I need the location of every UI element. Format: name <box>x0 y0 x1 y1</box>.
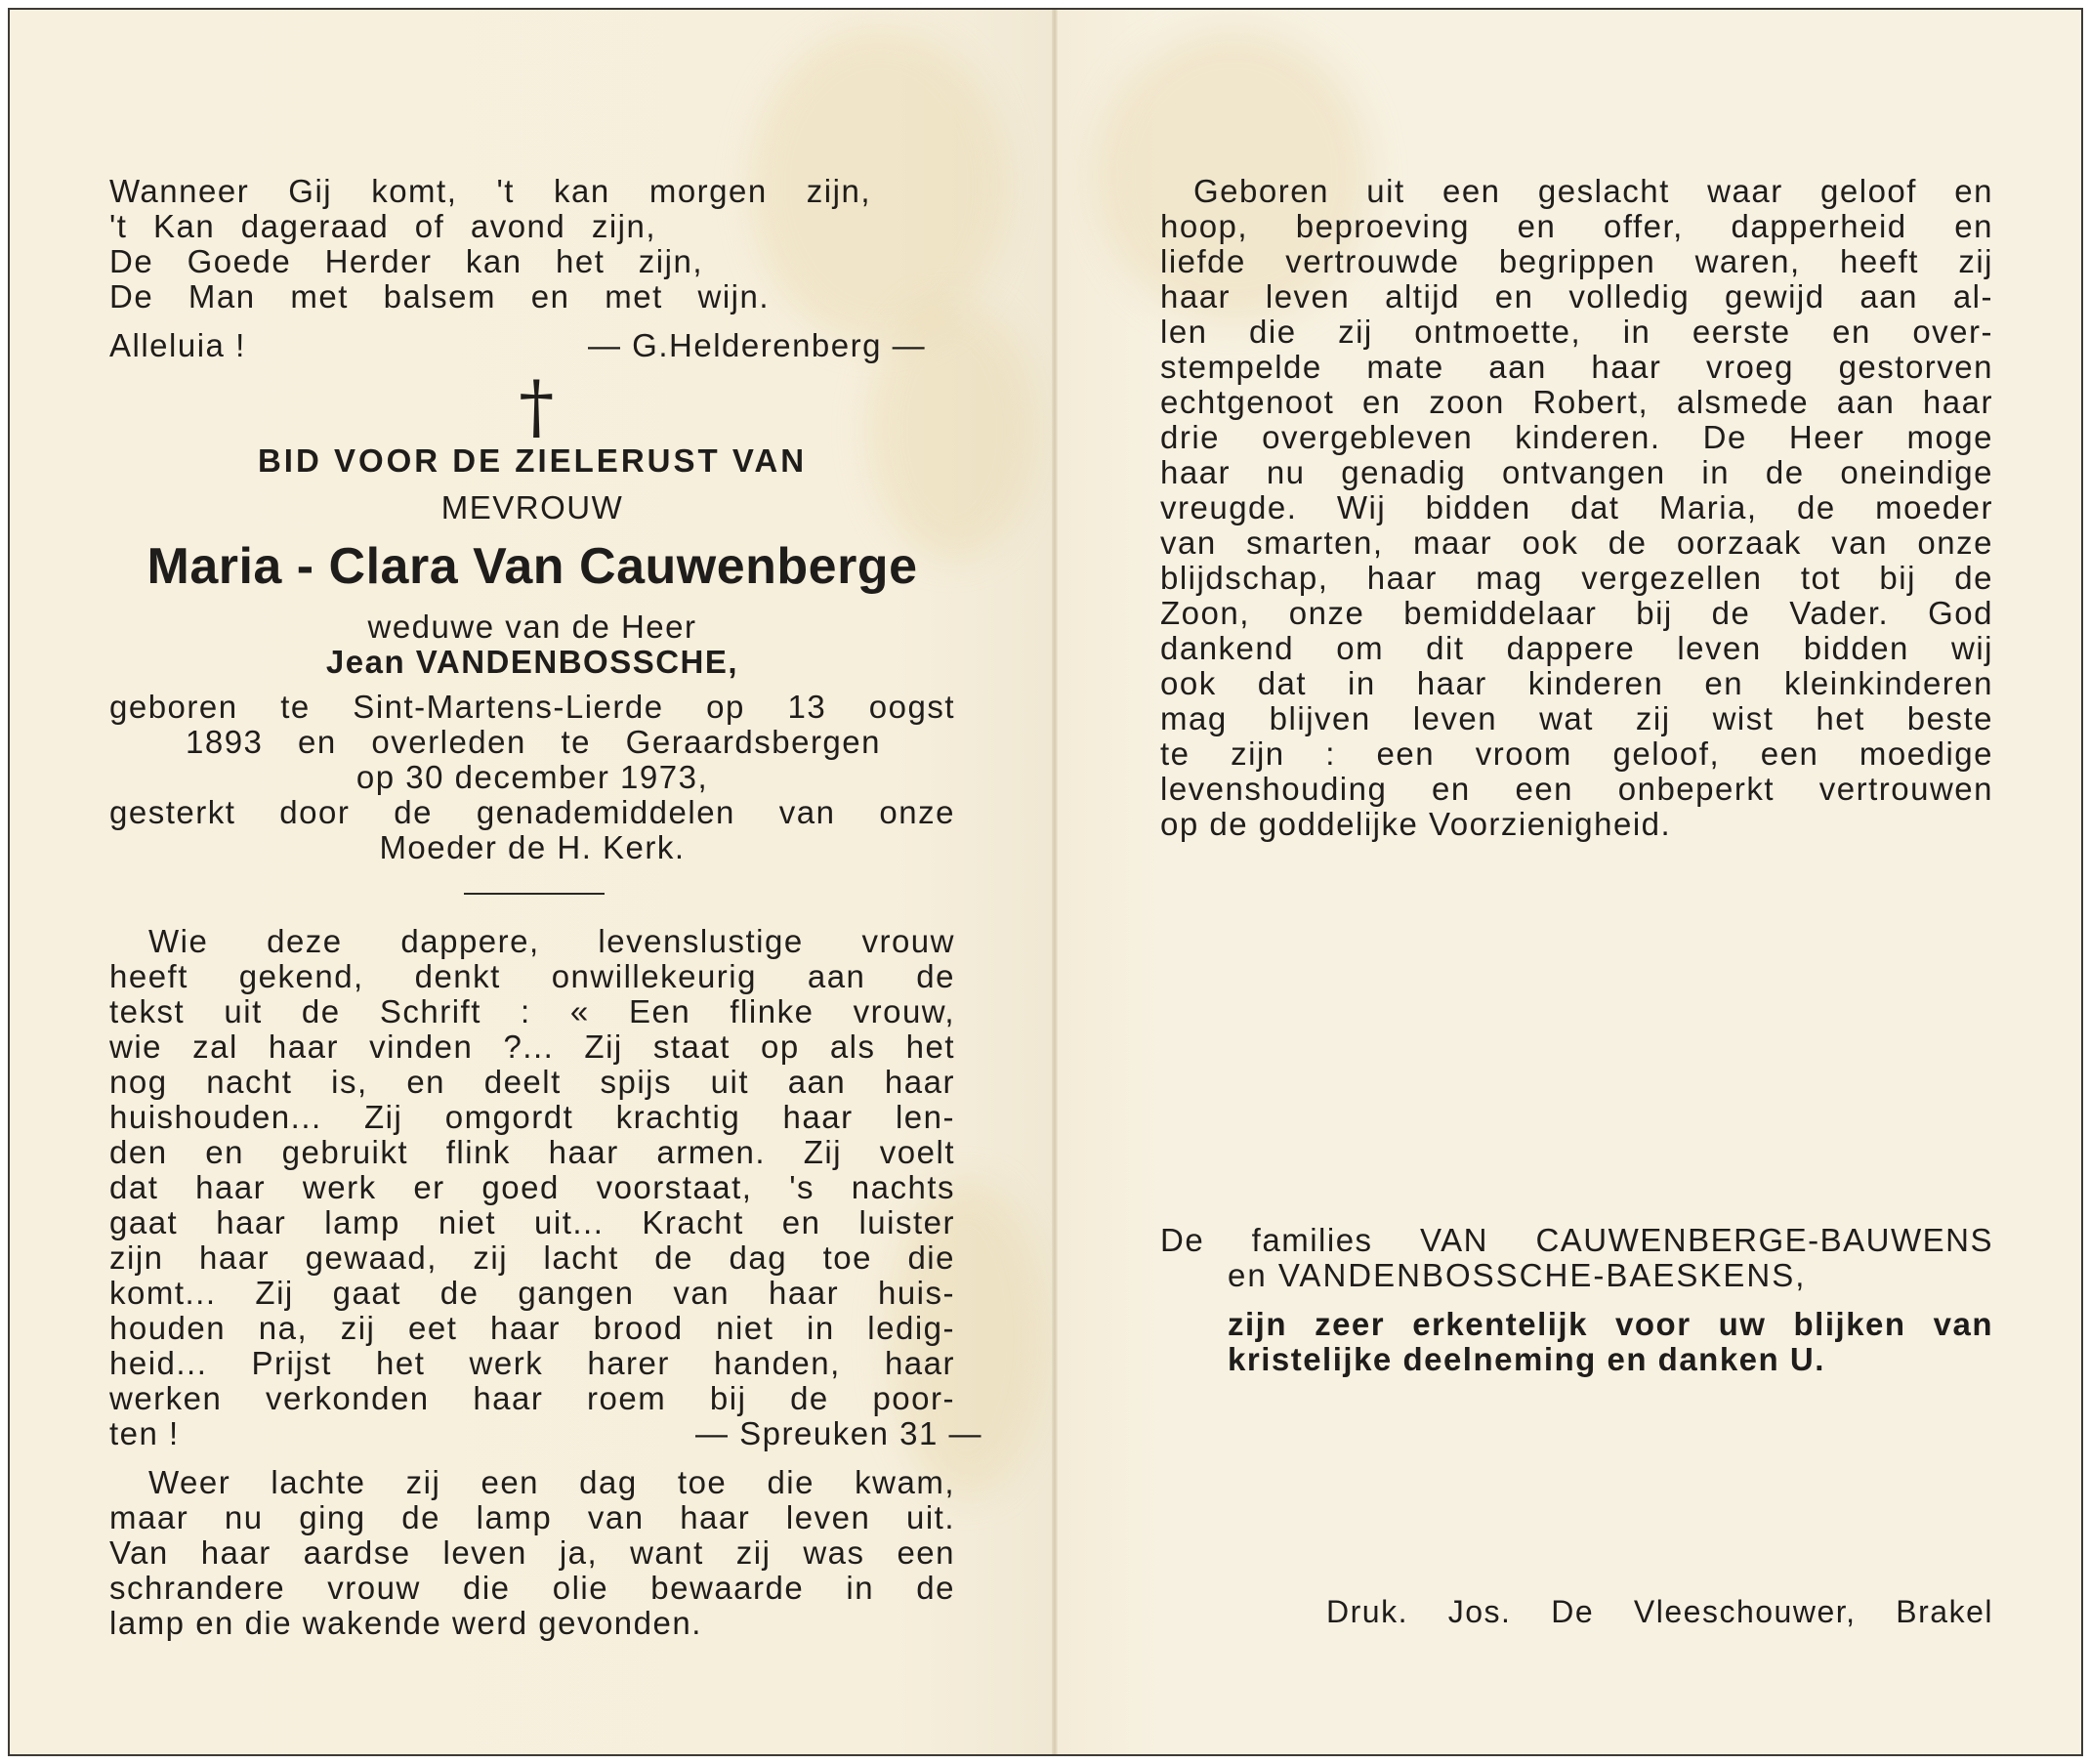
scripture-line: komt... Zij gaat de gangen van haar huis- <box>109 1275 955 1311</box>
closing-line: maar nu ging de lamp van haar leven uit. <box>109 1499 955 1535</box>
biography-line: op de goddelijke Voorzienigheid. <box>1160 806 1672 842</box>
cross-icon: † <box>519 365 556 447</box>
sacrament-line: gesterkt door de genademiddelen van onze <box>109 794 955 830</box>
left-panel <box>10 10 1052 1754</box>
scripture-line: nog nacht is, en deelt spijs uit aan haar <box>109 1064 955 1100</box>
biography-line: blijdschap, haar mag vergezellen tot bij de <box>1160 560 1993 596</box>
poem-line: 't Kan dageraad of avond zijn, <box>109 208 656 244</box>
biography-line: echtgenoot en zoon Robert, alsmede aan haar <box>1160 384 1993 420</box>
biography-line: stempelde mate aan haar vroeg gestorven <box>1160 349 1993 385</box>
scripture-line: tekst uit de Schrift : « Een flinke vrouw, <box>109 993 955 1029</box>
biography-line: vreugde. Wij bidden dat Maria, de moeder <box>1160 489 1993 525</box>
birth-line: geboren te Sint-Martens-Lierde op 13 oogst <box>109 689 955 725</box>
poem <box>109 279 770 315</box>
biography-line: drie overgebleven kinderen. De Heer moge <box>1160 419 1993 455</box>
closing-paragraph <box>109 1465 955 1641</box>
scripture-line: houden na, zij eet haar brood niet in ledig- <box>109 1310 955 1346</box>
memorial-card <box>8 8 2083 1756</box>
poem-line: De Goede Herder kan het zijn, <box>109 243 703 279</box>
poem-closing: Alleluia ! <box>109 327 246 363</box>
closing-line: schrandere vrouw die olie bewaarde in de <box>109 1570 955 1606</box>
families-line: De families VAN CAUWENBERGE-BAUWENS <box>1160 1222 1993 1258</box>
right-panel <box>1058 10 2083 1754</box>
biography-line: Geboren uit een geslacht waar geloof en <box>1193 173 1993 209</box>
biography-line: levenshouding en een onbeperkt vertrouwen <box>1160 771 1993 807</box>
divider <box>464 893 605 895</box>
death-date: op 30 december 1973, <box>355 759 709 795</box>
scripture-line: heid... Prijst het werk harer handen, haar <box>109 1345 955 1381</box>
scripture-reference: — Spreuken 31 — <box>695 1415 982 1451</box>
thanks-text: zijn zeer erkentelijk voor uw blijken van kristelijke deelneming en danken U. <box>1228 1306 1993 1377</box>
closing-line: Van haar aardse leven ja, want zij was een <box>109 1534 955 1571</box>
biography-line: van smarten, maar ook de oorzaak van onze <box>1160 525 1993 561</box>
families-line: en VANDENBOSSCHE-BAESKENS, <box>1228 1257 1807 1293</box>
sacrament-line: Moeder de H. Kerk. <box>379 829 686 865</box>
poem <box>109 174 871 209</box>
scripture-text <box>109 924 955 1416</box>
scripture-line: Wie deze dappere, levenslustige vrouw <box>148 923 955 959</box>
husband-name: Jean VANDENBOSSCHE, <box>325 644 739 680</box>
biography-line: hoop, beproeving en offer, dapperheid en <box>1160 208 1993 244</box>
poem-author: — G.Helderenberg — <box>588 327 927 363</box>
scripture-line: wie zal haar vinden ?... Zij staat op als het <box>109 1029 955 1065</box>
title-mevrouw: MEVROUW <box>440 489 624 525</box>
biography-line: mag blijven leven wat zij wist het beste <box>1160 700 1993 736</box>
prayer-heading: BID VOOR DE ZIELERUST VAN <box>257 442 808 479</box>
scripture-line: heeft gekend, denkt onwillekeurig aan de <box>109 958 955 994</box>
birth-line: 1893 en overleden te Geraardsbergen <box>186 724 881 760</box>
deceased-name: Maria - Clara Van Cauwenberge <box>146 538 918 595</box>
scripture-line: den en gebruikt flink haar armen. Zij voelt <box>109 1134 955 1170</box>
scripture-line: dat haar werk er goed voorstaat, 's nachts <box>109 1169 955 1205</box>
poem-line: De Man met balsem en met wijn. <box>109 278 770 315</box>
scripture-line: werken verkonden haar roem bij de poor- <box>109 1380 955 1416</box>
scripture-last-line: ten ! <box>109 1415 180 1451</box>
scripture-line: zijn haar gewaad, zij lacht de dag toe die <box>109 1239 955 1276</box>
biography-line: Zoon, onze bemiddelaar bij de Vader. God <box>1160 595 1993 631</box>
widow-of: weduwe van de Heer <box>367 609 697 645</box>
biography-line: haar nu genadig ontvangen in de oneindige <box>1160 454 1993 490</box>
biography-text <box>1160 174 1993 842</box>
biography-line: te zijn : een vroom geloof, een moedige <box>1160 735 1993 772</box>
biography-line: ook dat in haar kinderen en kleinkinderen <box>1160 665 1993 701</box>
poem <box>109 209 656 244</box>
poem <box>109 244 703 279</box>
closing-line: lamp en die wakende werd gevonden. <box>109 1605 702 1641</box>
printer-credit: Druk. Jos. De Vleeschouwer, Brakel <box>1326 1594 1993 1629</box>
biography-line: haar leven altijd en volledig gewijd aan al- <box>1160 278 1993 315</box>
poem-line: Wanneer Gij komt, 't kan morgen zijn, <box>109 173 871 209</box>
closing-line: Weer lachte zij een dag toe die kwam, <box>148 1464 955 1500</box>
scripture-line: huishouden... Zij omgordt krachtig haar len- <box>109 1099 955 1135</box>
biography-line: dankend om dit dappere leven bidden wij <box>1160 630 1993 666</box>
biography-line: liefde vertrouwde begrippen waren, heeft zij <box>1160 243 1993 279</box>
biography-line: len die zij ontmoette, in eerste en over- <box>1160 314 1993 350</box>
scripture-line: gaat haar lamp niet uit... Kracht en luister <box>109 1204 955 1240</box>
